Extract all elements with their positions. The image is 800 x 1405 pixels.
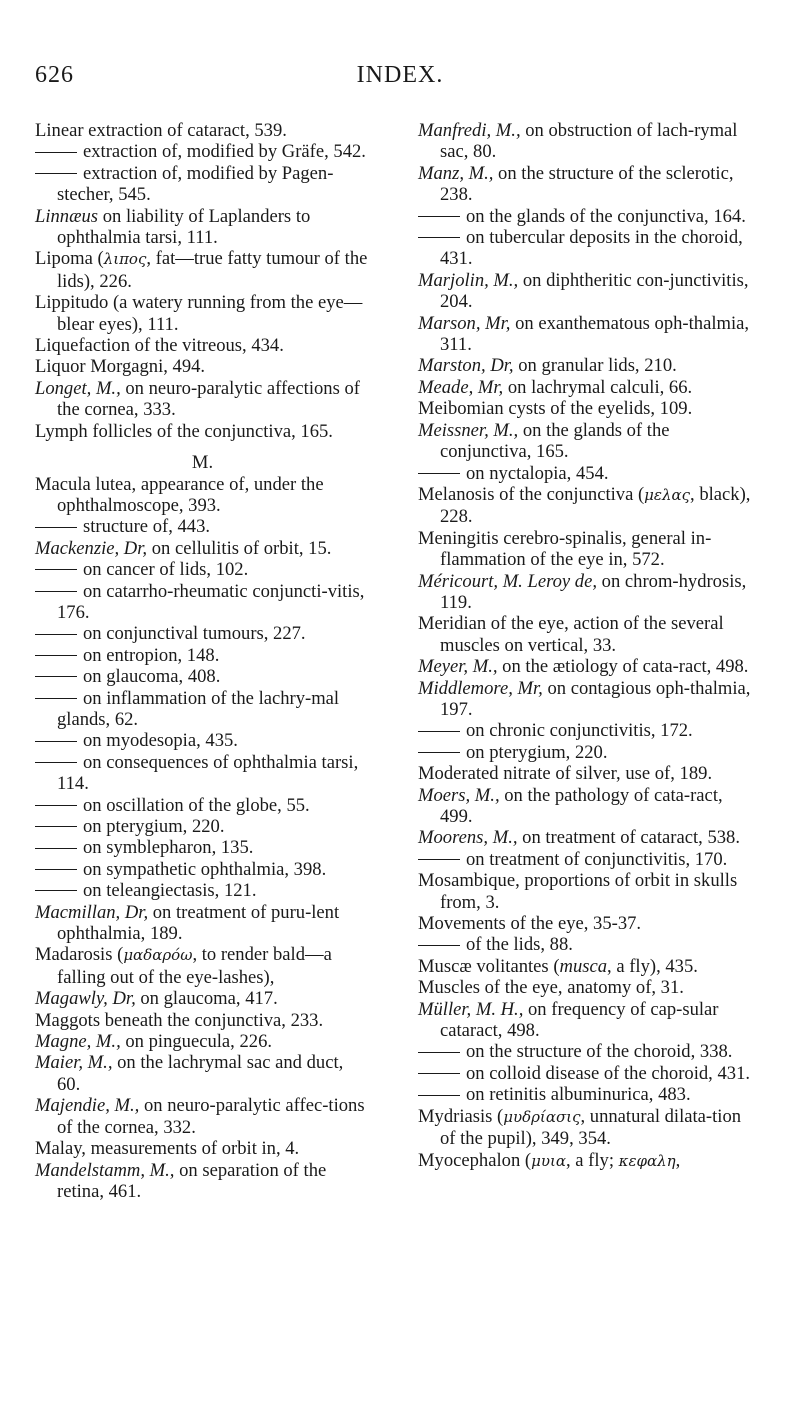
ditto-dash: [418, 237, 460, 238]
index-entry: [35, 1138, 370, 1159]
index-entry: [418, 785, 753, 828]
entry-text: on exanthematous oph-thalmia, 311.: [440, 312, 750, 356]
entry-text: Movements of the eye, 35-37.: [418, 913, 642, 935]
author-name: Mackenzie, Dr,: [35, 537, 148, 559]
index-entry: [418, 120, 753, 163]
entry-text: on contagious oph-thalmia, 197.: [440, 677, 751, 720]
author-name: Middlemore, Mr,: [418, 677, 543, 699]
entry-text: on conjunctival tumours, 227.: [83, 623, 306, 645]
author-name: Linnæus: [35, 205, 99, 227]
index-subentry: [35, 837, 370, 858]
entry-text: , a fly), 435.: [607, 955, 698, 977]
index-entry: [418, 656, 753, 677]
author-name: Méricourt, M. Leroy de,: [418, 570, 598, 592]
author-name: Moorens, M.,: [418, 827, 518, 849]
ditto-dash: [418, 1073, 460, 1074]
entry-text: on glaucoma, 417.: [135, 988, 278, 1010]
entry-text: on the structure of the sclerotic, 238.: [440, 162, 734, 206]
ditto-dash: [35, 152, 77, 153]
index-entry: [35, 248, 370, 292]
entry-text: on the lachrymal sac and duct, 60.: [57, 1052, 344, 1095]
entry-text: on obstruction of lach-rymal sac, 80.: [440, 120, 738, 163]
entry-text: on retinitis albuminurica, 483.: [466, 1084, 691, 1106]
entry-text: on neuro-paralytic affec-tions of the cornea, 332.: [57, 1095, 365, 1138]
index-subentry: [418, 742, 753, 763]
index-subentry: [35, 730, 370, 751]
ditto-dash: [35, 762, 77, 763]
ditto-dash: [418, 945, 460, 946]
index-subentry: [35, 816, 370, 837]
index-entry: [35, 474, 370, 517]
page-number: 626: [35, 62, 74, 88]
index-entry: [418, 977, 753, 998]
index-subentry: [35, 666, 370, 687]
ditto-dash: [35, 890, 77, 891]
index-entry: [418, 1150, 753, 1172]
entry-text: on the glands of the conjunctiva, 164.: [466, 205, 746, 227]
index-entry: [35, 120, 370, 141]
entry-text: Meningitis cerebro-spinalis, general in-flammation of the eye in, 572.: [418, 527, 712, 571]
ditto-dash: [35, 634, 77, 635]
entry-text: , to render bald—a falling out of the eye-lashes),: [57, 944, 332, 988]
greek-term: λιπος: [103, 250, 147, 269]
index-subentry: [418, 1063, 753, 1084]
entry-text: Lipoma (: [35, 248, 104, 270]
index-subentry: [35, 623, 370, 644]
ditto-dash: [418, 1052, 460, 1053]
ditto-dash: [35, 741, 77, 742]
index-entry: [418, 870, 753, 913]
entry-text: on diphtheritic con-junctivitis, 204.: [440, 269, 749, 313]
author-name: Maier, M.,: [35, 1052, 113, 1074]
index-entry: [35, 944, 370, 988]
index-subentry: [35, 752, 370, 795]
index-column-right: [418, 120, 753, 1172]
entry-text: on pterygium, 220.: [83, 816, 225, 837]
index-subentry: [418, 227, 753, 270]
index-entry: [35, 378, 370, 421]
entry-text: structure of, 443.: [83, 516, 211, 538]
index-entry: [35, 206, 370, 249]
page-header: [0, 62, 800, 102]
entry-text: on cellulitis of orbit, 15.: [147, 537, 332, 559]
entry-text: on the structure of the choroid, 338.: [466, 1041, 733, 1063]
index-subentry: [35, 141, 370, 162]
ditto-dash: [35, 591, 77, 592]
entry-text: on tubercular deposits in the choroid, 431.: [440, 227, 743, 270]
entry-text: on entropion, 148.: [83, 644, 220, 666]
entry-text: , a fly;: [565, 1149, 619, 1171]
author-name: Marson, Mr,: [418, 312, 511, 334]
ditto-dash: [418, 216, 460, 217]
index-subentry: [35, 645, 370, 666]
entry-text: on pinguecula, 226.: [120, 1031, 273, 1053]
entry-text: , black), 228.: [440, 483, 751, 528]
greek-term: μελας: [644, 485, 691, 504]
ditto-dash: [35, 869, 77, 870]
entry-text: Macula lutea, appearance of, under the ophthalmoscope, 393.: [35, 473, 324, 516]
author-name: Meade, Mr,: [418, 376, 504, 398]
index-entry: [418, 377, 753, 398]
index-subentry: [35, 688, 370, 731]
entry-text: on frequency of cap-sular cataract, 498.: [440, 998, 719, 1042]
index-entry: [35, 292, 370, 335]
entry-text: Moderated nitrate of silver, use of, 189.: [418, 763, 713, 785]
index-subentry: [418, 1084, 753, 1105]
author-name: Marston, Dr,: [418, 355, 514, 377]
author-name: Manz, M.,: [418, 162, 494, 184]
entry-text: on treatment of cataract, 538.: [517, 827, 741, 849]
author-name: Longet, M.,: [35, 377, 121, 399]
index-entry: [418, 398, 753, 419]
entry-text: on chrom-hydrosis, 119.: [440, 570, 747, 613]
entry-text: Liquefaction of the vitreous, 434.: [35, 335, 284, 357]
entry-text: on nyctalopia, 454.: [466, 462, 609, 484]
entry-text: on pterygium, 220.: [466, 741, 608, 763]
entry-text: on granular lids, 210.: [513, 355, 677, 377]
index-subentry: [418, 1041, 753, 1062]
entry-text: on cancer of lids, 102.: [83, 559, 249, 581]
index-entry: [418, 956, 753, 977]
author-name: Müller, M. H.,: [418, 998, 524, 1020]
index-entry: [35, 988, 370, 1009]
index-subentry: [35, 163, 370, 206]
entry-text: , fat—true fatty tumour of the lids), 226.: [57, 248, 368, 292]
index-entry: [35, 1031, 370, 1052]
index-subentry: [418, 463, 753, 484]
ditto-dash: [35, 173, 77, 174]
entry-text: Lymph follicles of the conjunctiva, 165.: [35, 420, 333, 442]
index-entry: [35, 902, 370, 945]
entry-text: on the glands of the conjunctiva, 165.: [440, 419, 670, 463]
author-name: Majendie, M.,: [35, 1095, 140, 1117]
author-name: Manfredi, M.,: [418, 120, 521, 141]
entry-text: on chronic conjunctivitis, 172.: [466, 720, 693, 742]
index-subentry: [418, 720, 753, 741]
ditto-dash: [418, 731, 460, 732]
index-subentry: [418, 934, 753, 955]
index-entry: [35, 1052, 370, 1095]
entry-text: ,: [675, 1149, 681, 1171]
author-name: Moers, M.,: [418, 784, 500, 806]
index-entry: [418, 571, 753, 614]
author-name: Magawly, Dr,: [35, 988, 136, 1010]
index-entry: [35, 421, 370, 442]
entry-text: on oscillation of the globe, 55.: [83, 794, 310, 816]
index-subentry: [35, 581, 370, 624]
index-entry: [418, 313, 753, 356]
index-entry: [418, 528, 753, 571]
index-subentry: [418, 206, 753, 227]
index-subentry: [35, 516, 370, 537]
index-entry: [418, 355, 753, 376]
index-entry: [418, 163, 753, 206]
index-entry: [35, 1160, 370, 1203]
entry-text: on the pathology of cata-ract, 499.: [440, 784, 723, 827]
index-entry: [418, 827, 753, 848]
entry-text: Meridian of the eye, action of the several muscles on vertical, 33.: [418, 613, 724, 656]
entry-text: on colloid disease of the choroid, 431.: [466, 1062, 751, 1084]
entry-text: on glaucoma, 408.: [83, 666, 221, 688]
ditto-dash: [418, 859, 460, 860]
entry-text: Madarosis (: [35, 944, 124, 966]
entry-text: on liability of Laplanders to ophthalmia tarsi, 111.: [57, 205, 311, 249]
entry-text: on treatment of puru-lent ophthalmia, 189.: [57, 901, 340, 945]
ditto-dash: [35, 805, 77, 806]
index-entry: [35, 356, 370, 377]
entry-text: Myocephalon (: [418, 1149, 532, 1171]
entry-text: on symblepharon, 135.: [83, 837, 254, 859]
index-subentry: [35, 880, 370, 901]
index-entry: [35, 1095, 370, 1138]
entry-text: on the ætiology of cata-ract, 498.: [497, 656, 749, 678]
index-entry: [418, 999, 753, 1042]
entry-text: on lachrymal calculi, 66.: [503, 376, 693, 398]
ditto-dash: [418, 473, 460, 474]
author-name: Magne, M.,: [35, 1031, 121, 1053]
entry-text: Lippitudo (a watery running from the eye—blear eyes), 111.: [35, 292, 363, 335]
index-entry: [418, 678, 753, 721]
ditto-dash: [35, 676, 77, 677]
author-name: Marjolin, M.,: [418, 269, 519, 291]
entry-text: Mydriasis (: [418, 1105, 504, 1127]
entry-text: on catarrho-rheumatic conjuncti-vitis, 176.: [57, 580, 365, 623]
author-name: Mandelstamm, M.,: [35, 1159, 175, 1181]
entry-text: Linear extraction of cataract, 539.: [35, 120, 287, 141]
index-subentry: [418, 849, 753, 870]
index-subentry: [35, 559, 370, 580]
author-name: Meyer, M.,: [418, 656, 498, 678]
index-subentry: [35, 859, 370, 880]
entry-text: on separation of the retina, 461.: [57, 1159, 327, 1202]
ditto-dash: [35, 655, 77, 656]
entry-text: Muscles of the eye, anatomy of, 31.: [418, 977, 684, 999]
index-entry: [35, 335, 370, 356]
greek-term: κεφαλη: [618, 1151, 676, 1170]
entry-text: Mosambique, proportions of orbit in skulls from, 3.: [418, 870, 738, 913]
entry-text: of the lids, 88.: [466, 934, 573, 956]
entry-text: on neuro-paralytic affections of the cornea, 333.: [57, 377, 360, 421]
entry-text: on myodesopia, 435.: [83, 730, 238, 752]
entry-text: Meibomian cysts of the eyelids, 109.: [418, 398, 693, 420]
entry-text: , unnatural dilata-tion of the pupil), 349, 354.: [440, 1105, 742, 1150]
greek-term: μυια: [531, 1151, 566, 1170]
author-name: musca: [559, 955, 608, 977]
entry-text: on inflammation of the lachry-mal glands, 62.: [57, 687, 340, 730]
ditto-dash: [418, 1095, 460, 1096]
entry-text: on sympathetic ophthalmia, 398.: [83, 858, 327, 880]
running-head: INDEX.: [356, 62, 444, 88]
ditto-dash: [35, 848, 77, 849]
entry-text: on treatment of conjunctivitis, 170.: [466, 848, 728, 870]
ditto-dash: [35, 569, 77, 570]
entry-text: M.: [191, 452, 214, 474]
entry-text: Melanosis of the conjunctiva (: [418, 483, 645, 505]
entry-text: extraction of, modified by Pagen-stecher, 545.: [57, 162, 334, 206]
index-entry: [418, 1106, 753, 1150]
entry-text: on teleangiectasis, 121.: [83, 880, 257, 902]
entry-text: Maggots beneath the conjunctiva, 233.: [35, 1009, 324, 1031]
author-name: Macmillan, Dr,: [35, 901, 149, 923]
index-entry: [418, 613, 753, 656]
ditto-dash: [418, 752, 460, 753]
index-entry: [418, 484, 753, 528]
section-letter: [35, 452, 370, 473]
index-entry: [35, 1010, 370, 1031]
entry-text: Muscæ volitantes (: [418, 955, 560, 977]
ditto-dash: [35, 826, 77, 827]
entry-text: Liquor Morgagni, 494.: [35, 356, 206, 378]
index-entry: [418, 913, 753, 934]
index-entry: [35, 538, 370, 559]
ditto-dash: [35, 527, 77, 528]
greek-term: μαδαρόω: [123, 946, 193, 965]
entry-text: on consequences of ophthalmia tarsi, 114.: [57, 751, 359, 795]
index-entry: [418, 270, 753, 313]
entry-text: extraction of, modified by Gräfe, 542.: [83, 141, 366, 163]
index-entry: [418, 420, 753, 463]
index-column-left: [35, 120, 370, 1202]
author-name: Meissner, M.,: [418, 419, 519, 441]
entry-text: Malay, measurements of orbit in, 4.: [35, 1138, 300, 1160]
index-subentry: [35, 795, 370, 816]
ditto-dash: [35, 698, 77, 699]
index-entry: [418, 763, 753, 784]
greek-term: μυδρίασις: [503, 1107, 581, 1126]
